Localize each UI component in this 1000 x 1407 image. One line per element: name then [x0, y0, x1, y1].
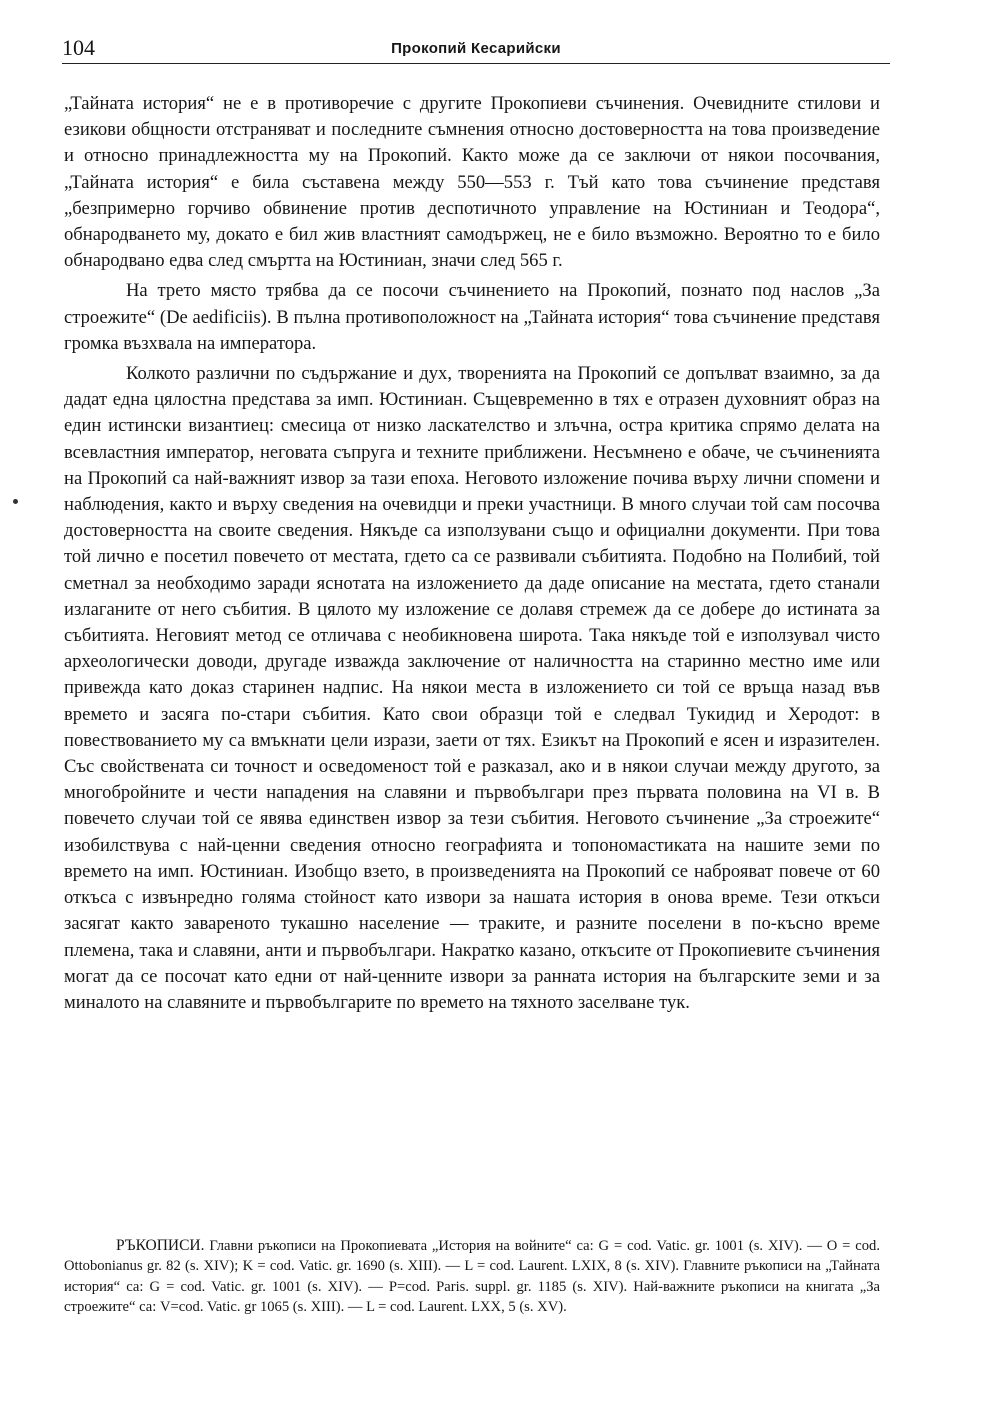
footnote — [64, 1236, 880, 1318]
header-rule — [62, 63, 890, 64]
paragraph-3: Колкото различни по съдържание и дух, творенията на Прокопий се допълват взаимно, за да дадат една цялостна представа за имп. Юстиниан. Същевременно в тях е отразен духовният образ на един истински византиец: смесица от низко ласкателство и злъчна, остра критика спрямо делата на всевластния император, неговата съпруга и техните приближени. Несъмнено е обаче, че съчиненията на Прокопий са най-важният извор за тази епоха. Неговото изложение почива върху лични спомени и наблюдения, както и върху сведения на очевидци и преки участници. В много случаи той сам посочва достоверността на своите сведения. Някъде са използувани също и официални документи. При това той лично е посетил повечето от местата, гдето са се развивали събитията. Подобно на Полибий, той сметнал за необходимо заради яснотата на изложението да даде описание на местата, гдето станали излаганите от него събития. В цялото му изложение се долавя стремеж да се добере до истината за събитията. Неговият метод се отличава с необикновена широта. Така някъде той е използувал чисто археологически доводи, другаде изважда заключение от наличността на старинно местно име или привежда като доказ старинен надпис. На някои места в изложението си той се връща назад във времето и засяга по-стари събития. Като свои образци той е следвал Тукидид и Херодот: в повествованието му са вмъкнати цели изрази, заети от тях. Езикът на Прокопий е ясен и изразителен. Със свойствената си точност и осведоменост той е разказал, ако и в някои случаи между другото, за многобройните и чести нападения на славяни и първобългари през първата половина на VI в. В повечето случаи той се явява единствен извор за тези събития. Неговото съчинение „За строежите“ изобилствува с най-ценни сведения относно географията и топономастиката на нашите земи по времето на имп. Юстиниан. Изобщо взето, в произведенията на Прокопий се наброяват повече от 60 откъса с извънредно голяма стойност като извори за нашата история в онова време. Тези откъси засягат както завареното тукашно население — траките, и разните поселени в по-късно време племена, така и славяни, анти и първобългари. Накратко казано, откъсите от Прокопиевите съчинения могат да се посочат като едни от най-ценните извори за ранната история на българските земи и за миналото на славяните и първобългарите по времето на тяхното заселване тук. — [64, 363, 880, 1013]
body-text — [64, 91, 880, 1016]
footnote-heading: РЪКОПИСИ. — [116, 1237, 205, 1254]
margin-mark — [13, 499, 18, 504]
paragraph-2: На трето място трябва да се посочи съчинението на Прокопий, познато под наслов „За строежите“ (De aedificiis). В пълна противоположност на „Тайната история“ това съчинение представя громка възхвала на императора. — [64, 280, 880, 354]
footnote-text: Главни ръкописи на Прокопиевата „История на войните“ са: G = cod. Vatic. gr. 1001 (s. XIV). — O = cod. Ottobonianus gr. 82 (s. XIV); K = cod. Vatic. gr. 1690 (s. XIII). — L = cod. Laurent. LXIX, 8 (s. XIV). Главните ръкописи на „Тайната история“ са: G = cod. Vatic. gr. 1001 (s. XIV). — P=cod. Paris. suppl. gr. 1185 (s. XIV). Най-важните ръкописи на книгата „За строежите“ са: V=cod. Vatic. gr 1065 (s. XIII). — L = cod. Laurent. LXX, 5 (s. XV). — [64, 1238, 880, 1316]
page-header — [62, 36, 890, 66]
paragraph-1: „Тайната история“ не е в противоречие с другите Прокопиеви съчинения. Очевидните стилови и езикови общности отстраняват и последните съмнения относно достоверността на това произведение и относно принадлежността му на Прокопий. Както може да се заключи от някои посочвания, „Тайната история“ е била съставена между 550—553 г. Тъй като това съчинение представя „безпримерно горчиво обвинение против деспотичното управление на Юстиниан и Теодора“, обнародването му, докато е бил жив властният самодържец, не е било възможно. Вероятно то е било обнародвано едва след смъртта на Юстиниан, значи след 565 г. — [64, 93, 880, 272]
running-title: Прокопий Кесарийски — [391, 40, 561, 57]
page-number: 104 — [62, 35, 95, 60]
